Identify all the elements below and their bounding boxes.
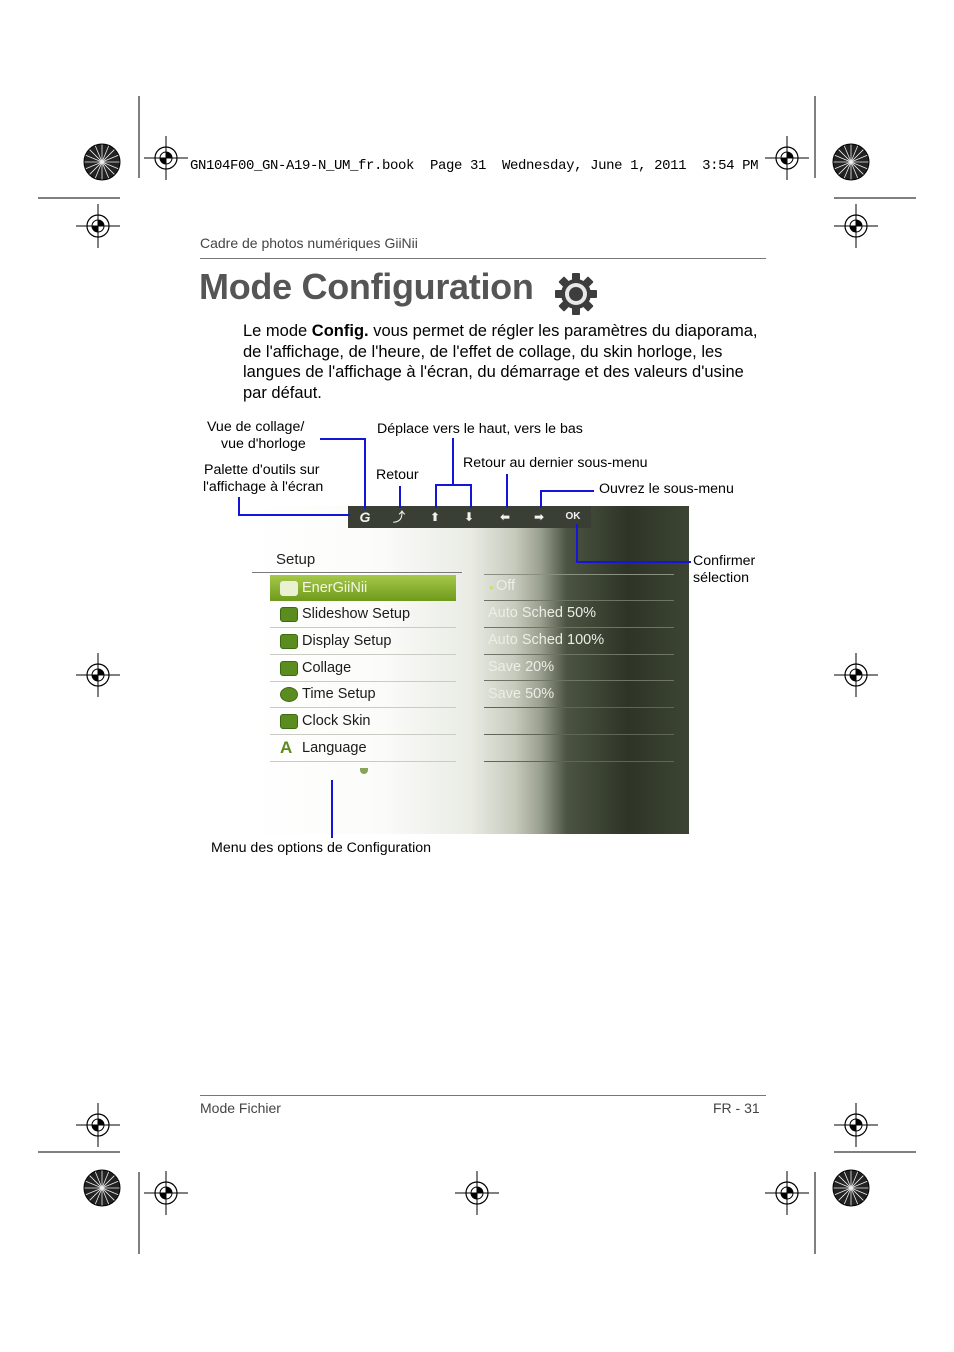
menu-separator [270, 761, 456, 762]
callout-move: Déplace vers le haut, vers le bas [377, 421, 583, 437]
down-arrow-icon[interactable]: ⬇ [463, 510, 475, 524]
callout-confirm-2: sélection [693, 570, 749, 586]
selected-bullet: • [489, 580, 494, 595]
menu-item-label: Clock Skin [302, 713, 371, 729]
book-header: GN104F00_GN-A19-N_UM_fr.book Page 31 Wednesday, June 1, 2011 3:54 PM [190, 158, 759, 174]
callout-menu-options: Menu des options de Configuration [211, 840, 432, 856]
slideshow-icon [280, 607, 298, 622]
options-separator [484, 761, 674, 762]
menu-separator [270, 654, 456, 655]
up-arrow-icon[interactable]: ⬆ [429, 510, 441, 524]
callout-line [238, 514, 350, 516]
menu-item-display-setup[interactable] [270, 628, 456, 654]
menu-item-label: Display Setup [302, 633, 392, 649]
menu-item-slideshow-setup[interactable] [270, 601, 456, 627]
ok-icon[interactable]: OK [565, 511, 581, 522]
intro-bold-term: Config. [311, 322, 369, 340]
intro-paragraph [243, 321, 767, 403]
callout-line [540, 490, 542, 508]
callout-line [364, 438, 366, 509]
menu-item-collage[interactable] [270, 655, 456, 681]
setup-menu-title: Setup [276, 551, 316, 568]
footer-left: Mode Fichier [200, 1100, 281, 1116]
clock-icon [280, 687, 298, 702]
callout-line [576, 561, 691, 563]
callout-collage-view-2: vue d'horloge [221, 436, 306, 452]
callout-line [435, 484, 437, 508]
back-icon[interactable]: ⤴ [392, 510, 405, 524]
menu-separator [270, 681, 456, 682]
display-icon [280, 634, 298, 649]
callout-back: Retour [376, 467, 419, 483]
menu-item-label: Collage [302, 660, 352, 676]
menu-item-label: Slideshow Setup [302, 606, 411, 622]
intro-prefix: Le mode [243, 322, 312, 340]
menu-separator [270, 734, 456, 735]
callout-line [540, 490, 594, 492]
gear-icon [553, 272, 599, 316]
right-arrow-icon[interactable]: ➡ [533, 510, 545, 524]
device-screenshot [252, 506, 689, 834]
menu-item-label: Time Setup [302, 686, 376, 702]
footer-page-number: FR - 31 [713, 1100, 760, 1116]
footer-rule [200, 1095, 766, 1096]
clock-skin-icon [280, 714, 298, 729]
callout-line [435, 484, 472, 486]
callout-line [470, 484, 472, 508]
menu-item-clock-skin[interactable] [270, 708, 456, 734]
callout-palette-1: Palette d'outils sur [204, 462, 320, 478]
scroll-down-indicator[interactable] [360, 768, 368, 774]
header-rule [200, 258, 766, 259]
callout-palette-2: l'affichage à l'écran [203, 479, 324, 495]
callout-line [320, 438, 366, 440]
option-save-20[interactable]: Save 20% [488, 659, 555, 675]
menu-separator [270, 707, 456, 708]
menu-item-time-setup[interactable] [270, 681, 456, 707]
breadcrumb: Cadre de photos numériques GiiNii [200, 235, 418, 251]
menu-separator [270, 627, 456, 628]
callout-line [331, 780, 333, 838]
collage-icon [280, 661, 298, 676]
callout-line [452, 438, 454, 486]
collage-clock-view-icon[interactable]: G [359, 509, 371, 525]
options-separator [484, 707, 674, 708]
option-off[interactable]: Off [496, 578, 516, 594]
option-auto-sched-100[interactable]: Auto Sched 100% [488, 632, 605, 648]
callout-line [399, 486, 401, 508]
menu-item-language[interactable] [270, 735, 456, 761]
menu-title-rule [252, 572, 462, 573]
menu-item-energiinii[interactable] [270, 575, 456, 601]
option-auto-sched-50[interactable]: Auto Sched 50% [488, 605, 597, 621]
left-arrow-icon[interactable]: ⬅ [499, 510, 511, 524]
callout-confirm-1: Confirmer [693, 553, 756, 569]
callout-last-submenu: Retour au dernier sous-menu [463, 455, 648, 471]
callout-collage-view-1: Vue de collage/ [207, 419, 305, 435]
toolbar [348, 506, 591, 528]
option-save-50[interactable]: Save 50% [488, 686, 555, 702]
page-title: Mode Configuration [199, 266, 534, 307]
language-icon: A [280, 738, 293, 757]
callout-open-submenu: Ouvrez le sous-menu [599, 481, 734, 497]
menu-item-label: EnerGiiNii [302, 580, 368, 596]
energiinii-icon [280, 581, 298, 596]
menu-item-label: Language [302, 740, 367, 756]
options-separator [484, 734, 674, 735]
intro-rest: vous permet de régler les paramètres du diaporama, de l'affichage, de l'heure, de l'effet de collage, du skin horloge, les langues de l'affichage à l'écran, du démarrage et des valeurs d'usine par défaut. [243, 322, 758, 402]
callout-line [506, 474, 508, 508]
callout-line [576, 524, 578, 563]
